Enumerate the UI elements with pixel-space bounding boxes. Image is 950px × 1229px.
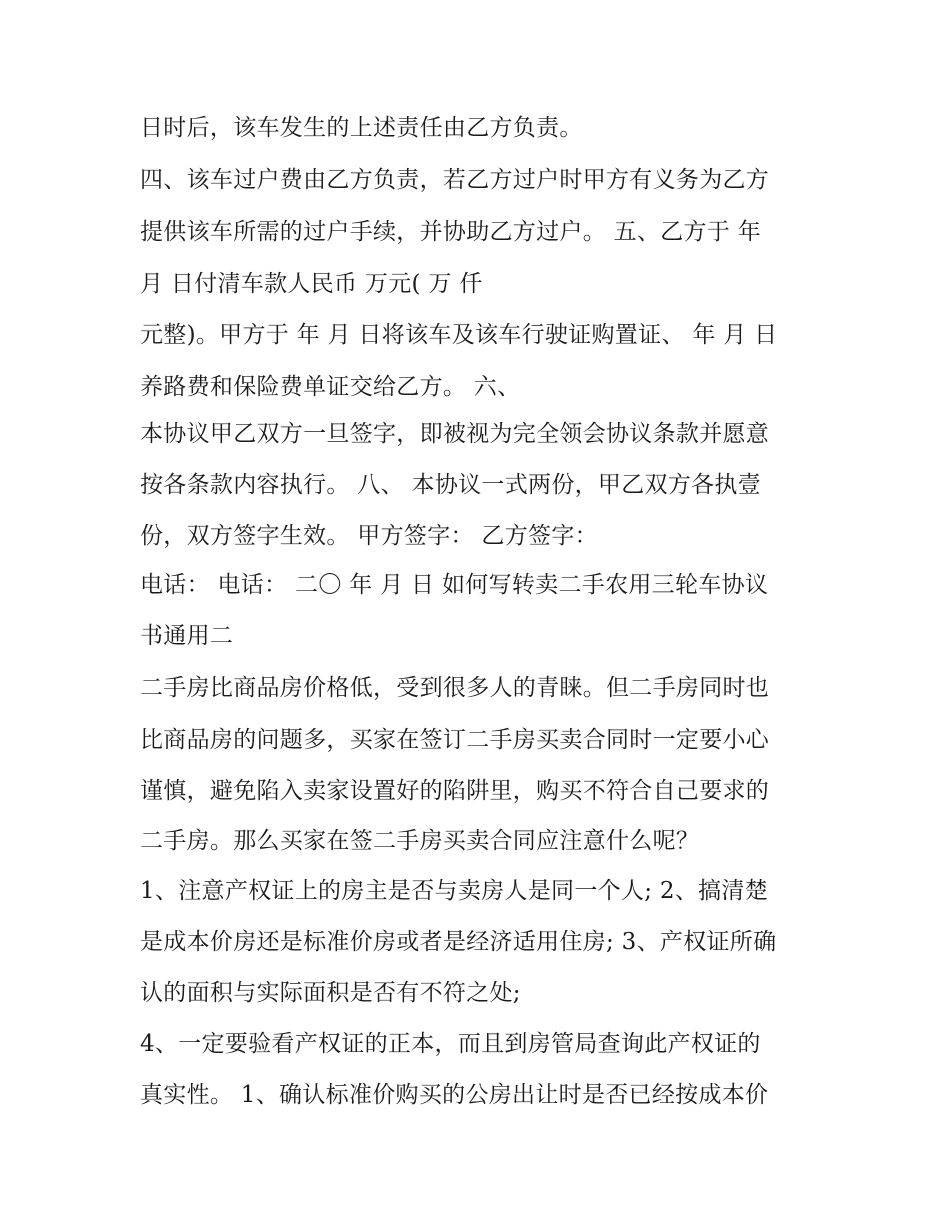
- text-line: 谨慎，避免陷入卖家设置好的陷阱里，购买不符合自己要求的: [140, 778, 770, 804]
- text-line: 四、该车过户费由乙方负责，若乙方过户时甲方有义务为乙方: [140, 167, 770, 193]
- text-line: 日时后，该车发生的上述责任由乙方负责。: [140, 115, 583, 141]
- text-line: 认的面积与实际面积是否有不符之处;: [140, 980, 521, 1006]
- text-line: 元整)。甲方于 年 月 日将该车及该车行驶证购置证、 年 月 日: [140, 322, 778, 348]
- text-line: 提供该车所需的过户手续，并协助乙方过户。 五、乙方于 年: [140, 219, 762, 245]
- text-line: 二手房比商品房价格低，受到很多人的青睐。但二手房同时也: [140, 675, 770, 701]
- text-line: 二手房。那么买家在签二手房买卖合同应注意什么呢？: [140, 828, 700, 854]
- text-line: 4、一定要验看产权证的正本，而且到房管局查询此产权证的: [140, 1031, 761, 1057]
- text-line: 电话： 电话： 二〇 年 月 日 如何写转卖二手农用三轮车协议: [140, 572, 769, 598]
- text-line: 是成本价房还是标准价房或者是经济适用住房; 3、产权证所确: [140, 929, 777, 955]
- text-line: 本协议甲乙双方一旦签字，即被视为完全领会协议条款并愿意: [140, 421, 770, 447]
- text-line: 比商品房的问题多，买家在签订二手房买卖合同时一定要小心: [140, 727, 770, 753]
- text-line: 份，双方签字生效。 甲方签字： 乙方签字：: [140, 523, 598, 549]
- text-line: 按各条款内容执行。 八、 本协议一式两份，甲乙双方各执壹: [140, 472, 762, 498]
- text-line: 1、注意产权证上的房主是否与卖房人是同一个人; 2、搞清楚: [140, 878, 769, 904]
- text-line: 书通用二: [140, 623, 234, 649]
- text-line: 真实性。 1、确认标准价购买的公房出让时是否已经按成本价: [140, 1082, 769, 1108]
- text-line: 月 日付清车款人民币 万元( 万 仟: [140, 271, 483, 297]
- text-line: 养路费和保险费单证交给乙方。 六、: [140, 374, 521, 400]
